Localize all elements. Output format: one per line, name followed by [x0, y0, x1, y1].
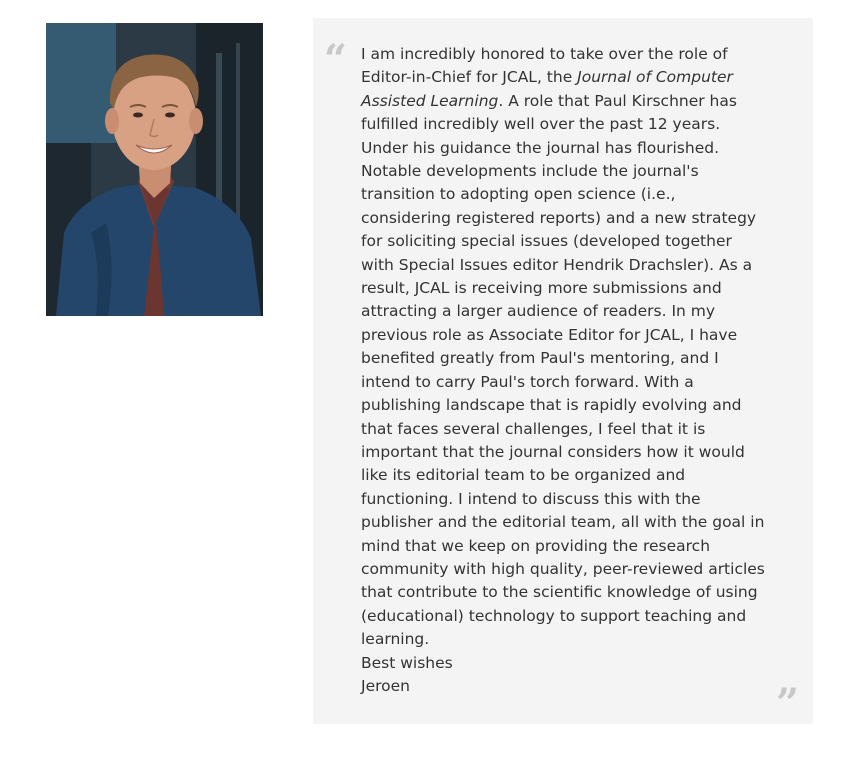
- quote-line: mind that we keep on providing the research: [361, 536, 711, 555]
- quote-line: transition to adopting open science (i.e.,: [361, 185, 676, 204]
- quote-line: learning.: [361, 630, 430, 649]
- quote-line: attracting a larger audience of readers. In my: [361, 302, 716, 321]
- quote-line: benefited greatly from Paul's mentoring, and I: [361, 349, 719, 368]
- quote-line: Notable developments include the journal's: [361, 162, 699, 181]
- quote-line: that contribute to the scientific knowledge of using: [361, 583, 758, 602]
- quote-line: I am incredibly honored to take over the role of: [361, 45, 728, 63]
- quote-line: (educational) technology to support teaching and: [361, 606, 747, 625]
- quote-line: functioning. I intend to discuss this with the: [361, 489, 701, 508]
- quote-line: Under his guidance the journal has flourished.: [361, 138, 719, 157]
- quote-line: intend to carry Paul's torch forward. With a: [361, 372, 694, 391]
- journal-title: Assisted Learning: [361, 91, 499, 110]
- quote-line: fulfilled incredibly well over the past 12 years.: [361, 115, 721, 134]
- open-quote-icon: “: [324, 36, 348, 83]
- quote-block: [313, 18, 813, 727]
- journal-title: Journal of Computer: [577, 68, 733, 87]
- portrait-photo: [46, 23, 263, 316]
- quote-line: previous role as Associate Editor for JCAL, I have: [361, 325, 738, 344]
- quote-line: that faces several challenges, I feel that it is: [361, 419, 706, 438]
- signature-name: Jeroen: [361, 676, 410, 695]
- quote-line: community with high quality, peer-reviewed articles: [361, 559, 765, 578]
- quote-line: like its editorial team to be organized and: [361, 466, 686, 485]
- quote-line: considering registered reports) and a new strategy: [361, 208, 757, 227]
- quote-line: with Special Issues editor Hendrik Drachsler). As a: [361, 255, 753, 274]
- quote-line: Assisted Learning. A role that Paul Kirschner has: [361, 91, 737, 110]
- quote-line: publisher and the editorial team, all with the goal in: [361, 513, 765, 532]
- quote-text: [361, 43, 771, 698]
- closing-greeting: Best wishes: [361, 653, 453, 672]
- person-photo-icon: [46, 23, 263, 316]
- quote-line: result, JCAL is receiving more submissions and: [361, 279, 722, 298]
- quote-line: important that the journal considers how it would: [361, 442, 745, 461]
- quote-line: for soliciting special issues (developed together: [361, 232, 732, 251]
- close-quote-icon: ”: [776, 680, 800, 727]
- quote-line: publishing landscape that is rapidly evolving and: [361, 396, 742, 415]
- quote-line: Editor-in-Chief for JCAL, the Journal of Computer: [361, 68, 733, 87]
